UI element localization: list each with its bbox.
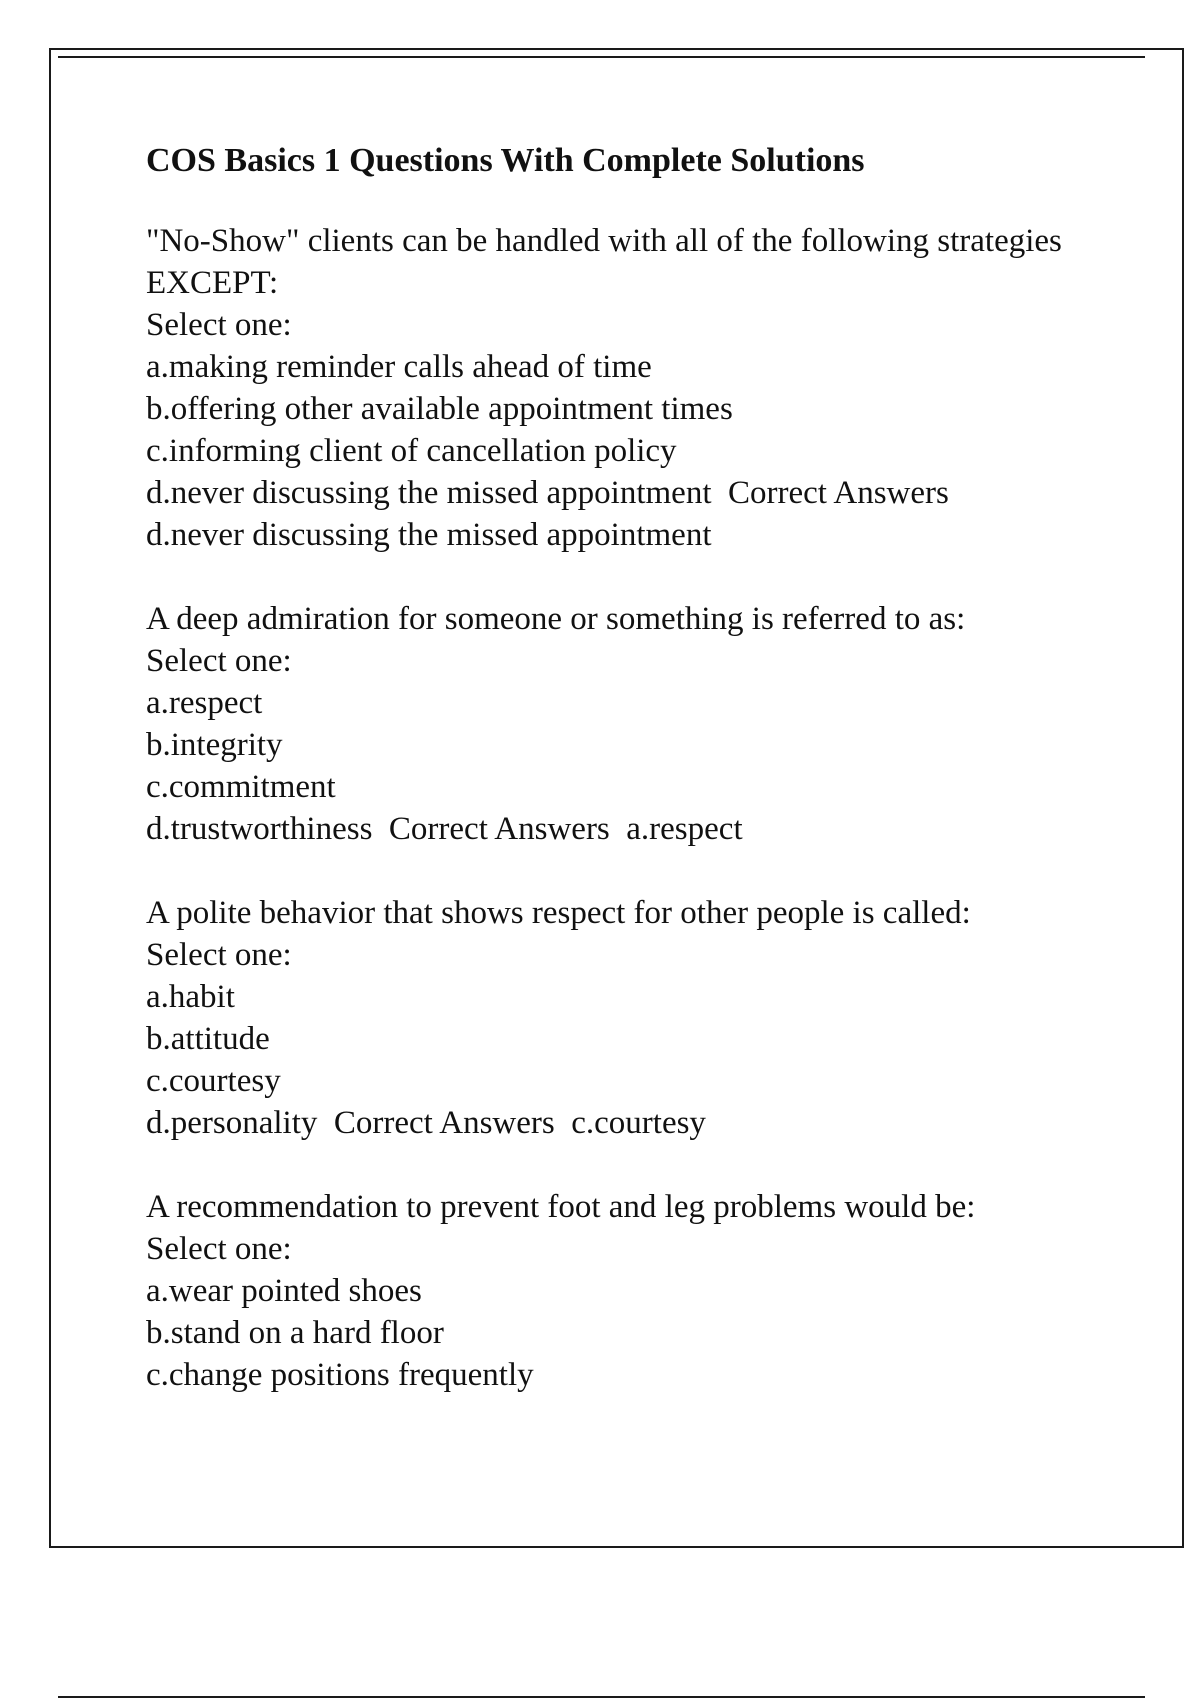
question-instruction: Select one: bbox=[146, 643, 292, 679]
document-body bbox=[146, 140, 1106, 1438]
answer-option: b.attitude bbox=[146, 1021, 270, 1057]
footer-rule bbox=[58, 1696, 1145, 1698]
question-block bbox=[146, 598, 1106, 850]
question-instruction: Select one: bbox=[146, 937, 292, 973]
document-title: COS Basics 1 Questions With Complete Solutions bbox=[146, 142, 865, 179]
answer-option: c.courtesy bbox=[146, 1063, 281, 1099]
question-block bbox=[146, 892, 1106, 1144]
question-prompt: A deep admiration for someone or something is referred to as: bbox=[146, 601, 966, 637]
answer-option: a.making reminder calls ahead of time bbox=[146, 349, 652, 385]
question-block bbox=[146, 220, 1106, 556]
answer-option: a.wear pointed shoes bbox=[146, 1273, 422, 1309]
answer-option: d.personality Correct Answers c.courtesy bbox=[146, 1105, 706, 1141]
question-prompt: "No-Show" clients can be handled with all of the following strategies EXCEPT: bbox=[146, 223, 1062, 301]
answer-option: a.respect bbox=[146, 685, 263, 721]
answer-option: b.integrity bbox=[146, 727, 283, 763]
answer-option: d.trustworthiness Correct Answers a.respect bbox=[146, 811, 743, 847]
answer-option: d.never discussing the missed appointment Correct Answers bbox=[146, 475, 949, 511]
question-instruction: Select one: bbox=[146, 1231, 292, 1267]
answer-option: c.informing client of cancellation policy bbox=[146, 433, 677, 469]
answer-option: a.habit bbox=[146, 979, 235, 1015]
question-prompt: A polite behavior that shows respect for other people is called: bbox=[146, 895, 971, 931]
question-prompt: A recommendation to prevent foot and leg problems would be: bbox=[146, 1189, 976, 1225]
answer-option: c.commitment bbox=[146, 769, 336, 805]
header-rule bbox=[58, 56, 1145, 58]
answer-option: b.offering other available appointment times bbox=[146, 391, 733, 427]
question-instruction: Select one: bbox=[146, 307, 292, 343]
answer-option: b.stand on a hard floor bbox=[146, 1315, 444, 1351]
question-block bbox=[146, 1186, 1106, 1396]
correct-answer: d.never discussing the missed appointment bbox=[146, 517, 712, 553]
answer-option: c.change positions frequently bbox=[146, 1357, 534, 1393]
